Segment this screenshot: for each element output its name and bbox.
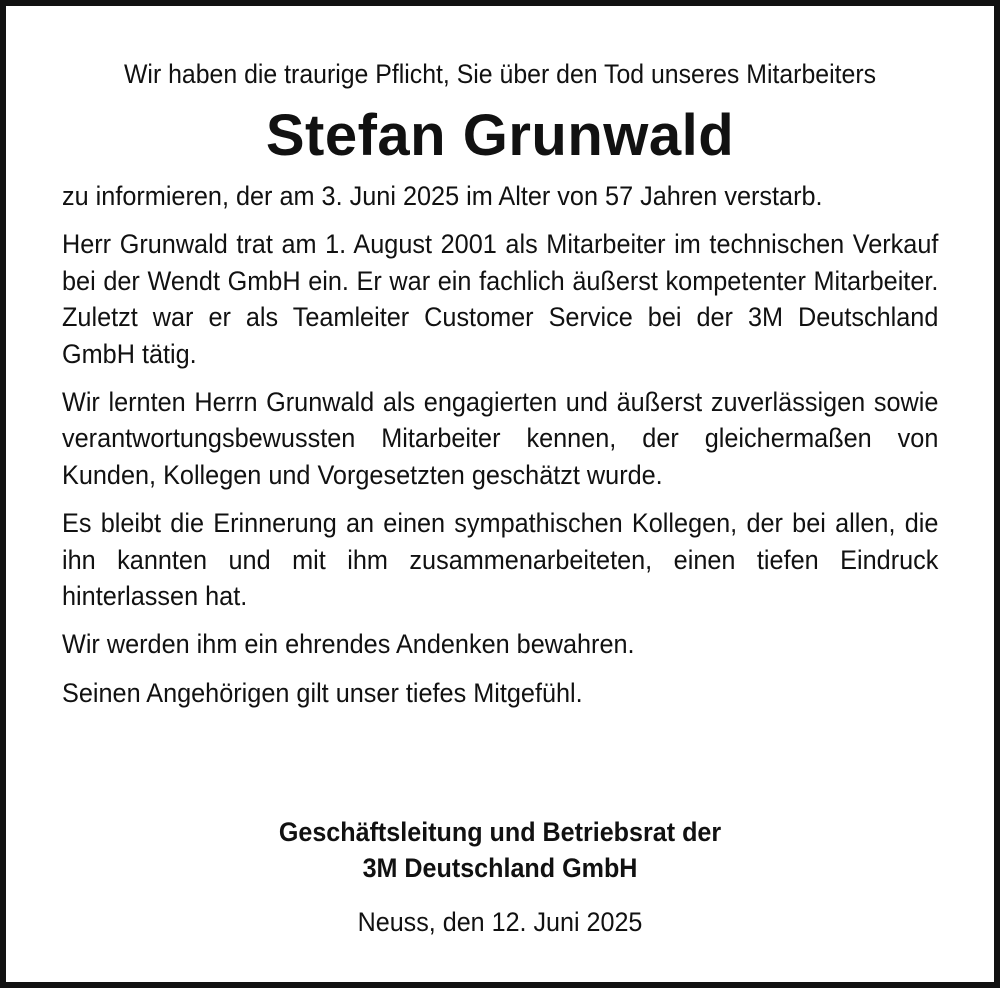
paragraph-character: Wir lernten Herrn Grunwald als engagierten und äußerst zuverlässigen sowie verantwortungsbewussten Mitarbeiter kennen, der gleichermaßen von Kunden, Kollegen und Vorgesetzten geschätzt wurde. — [62, 387, 939, 490]
intro-text: Wir haben die traurige Pflicht, Sie über den Tod unseres Mitarbeiters — [123, 59, 877, 89]
signature-block — [6, 814, 994, 886]
deceased-name: Stefan Grunwald — [265, 103, 735, 168]
signature-line-company: 3M Deutschland GmbH — [362, 853, 638, 883]
paragraph-memory: Es bleibt die Erinnerung an einen sympathischen Kollegen, der bei allen, die ihn kannten und mit ihm zusammenarbeiteten, einen tiefen Eindruck hinterlassen hat. — [62, 508, 939, 612]
paragraph-death-info: zu informieren, der am 3. Juni 2025 im Alter von 57 Jahren verstarb. — [62, 181, 823, 211]
signature-line-management: Geschäftsleitung und Betriebsrat der — [278, 817, 722, 847]
paragraph-remembrance: Wir werden ihm ein ehrendes Andenken bewahren. — [62, 629, 635, 660]
notice-content — [62, 56, 938, 723]
place-date: Neuss, den 12. Juni 2025 — [357, 907, 643, 937]
paragraph-condolence: Seinen Angehörigen gilt unser tiefes Mitgefühl. — [62, 677, 583, 708]
paragraph-career: Herr Grunwald trat am 1. August 2001 als Mitarbeiter im technischen Verkauf bei der Wendt GmbH ein. Er war ein fachlich äußerst kompetenter Mitarbeiter. Zuletzt war er als Teamleiter Customer Service bei der 3M Deutschland GmbH tätig. — [62, 229, 939, 369]
